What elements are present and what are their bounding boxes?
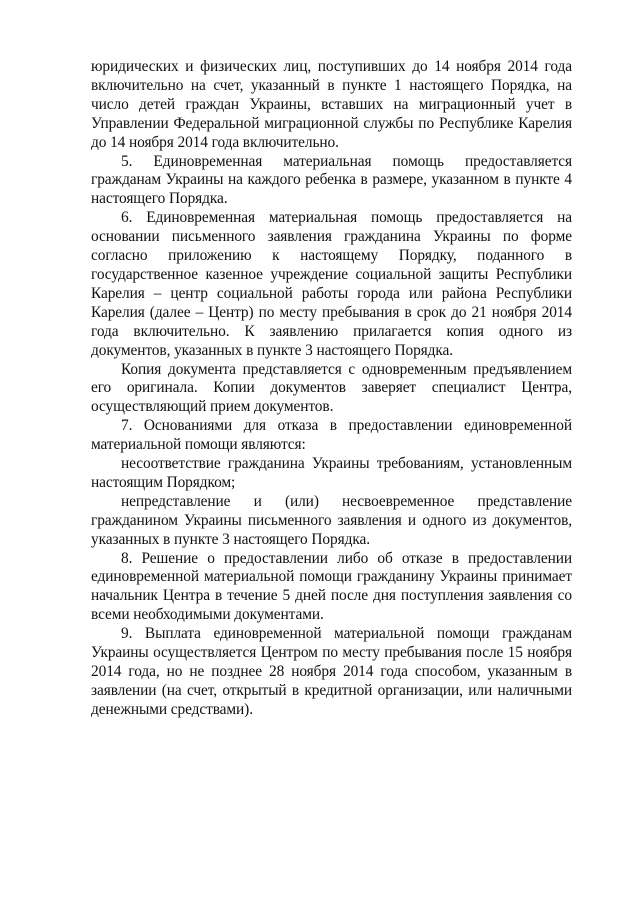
paragraph-item-9: 9. Выплата единовременной материальной помощи гражданам Украины осуществляется Центром по месту пребывания после 15 ноября 2014 года, но не позднее 28 ноября 2014 года способом, указанным в заявлении (на счет, открытый в кредитной организации, или наличными денежными средствами). (91, 625, 572, 718)
paragraph-copy-note: Копия документа представляется с одновременным предъявлением его оригинала. Копии документов заверяет специалист Центра, осуществляющий прием документов. (91, 360, 572, 416)
paragraph-reason-2: непредставление и (или) несвоевременное представление гражданином Украины письменного заявления и одного из документов, указанных в пункте 3 настоящего Порядка. (91, 492, 572, 548)
paragraph-item-7: 7. Основаниями для отказа в предоставлении единовременной материальной помощи являются: (91, 417, 572, 454)
paragraph-item-5: 5. Единовременная материальная помощь предоставляется гражданам Украины на каждого ребенка в размере, указанном в пункте 4 настоящего Порядка. (91, 152, 572, 208)
document-body (91, 58, 572, 720)
paragraph-item-6: 6. Единовременная материальная помощь предоставляется на основании письменного заявления гражданина Украины по форме согласно приложению к настоящему Порядку, поданного в государственное казенное учреждение социальной защиты Республики Карелия – центр социальной работы города или района Республики Карелия (далее – Центр) по месту пребывания в срок до 21 ноября 2014 года включительно. К заявлению прилагается копия одного из документов, указанных в пункте 3 настоящего Порядка. (91, 209, 572, 359)
paragraph-item-8: 8. Решение о предоставлении либо об отказе в предоставлении единовременной материальной помощи гражданину Украины принимает начальник Центра в течение 5 дней после дня поступления заявления со всеми необходимыми документами. (91, 549, 572, 624)
paragraph-continuation: юридических и физических лиц, поступивших до 14 ноября 2014 года включительно на счет, указанный в пункте 1 настоящего Порядка, на число детей граждан Украины, вставших на миграционный учет в Управлении Федеральной миграционной службы по Республике Карелия до 14 ноября 2014 года включительно. (91, 58, 572, 151)
paragraph-reason-1: несоответствие гражданина Украины требованиям, установленным настоящим Порядком; (91, 455, 572, 491)
